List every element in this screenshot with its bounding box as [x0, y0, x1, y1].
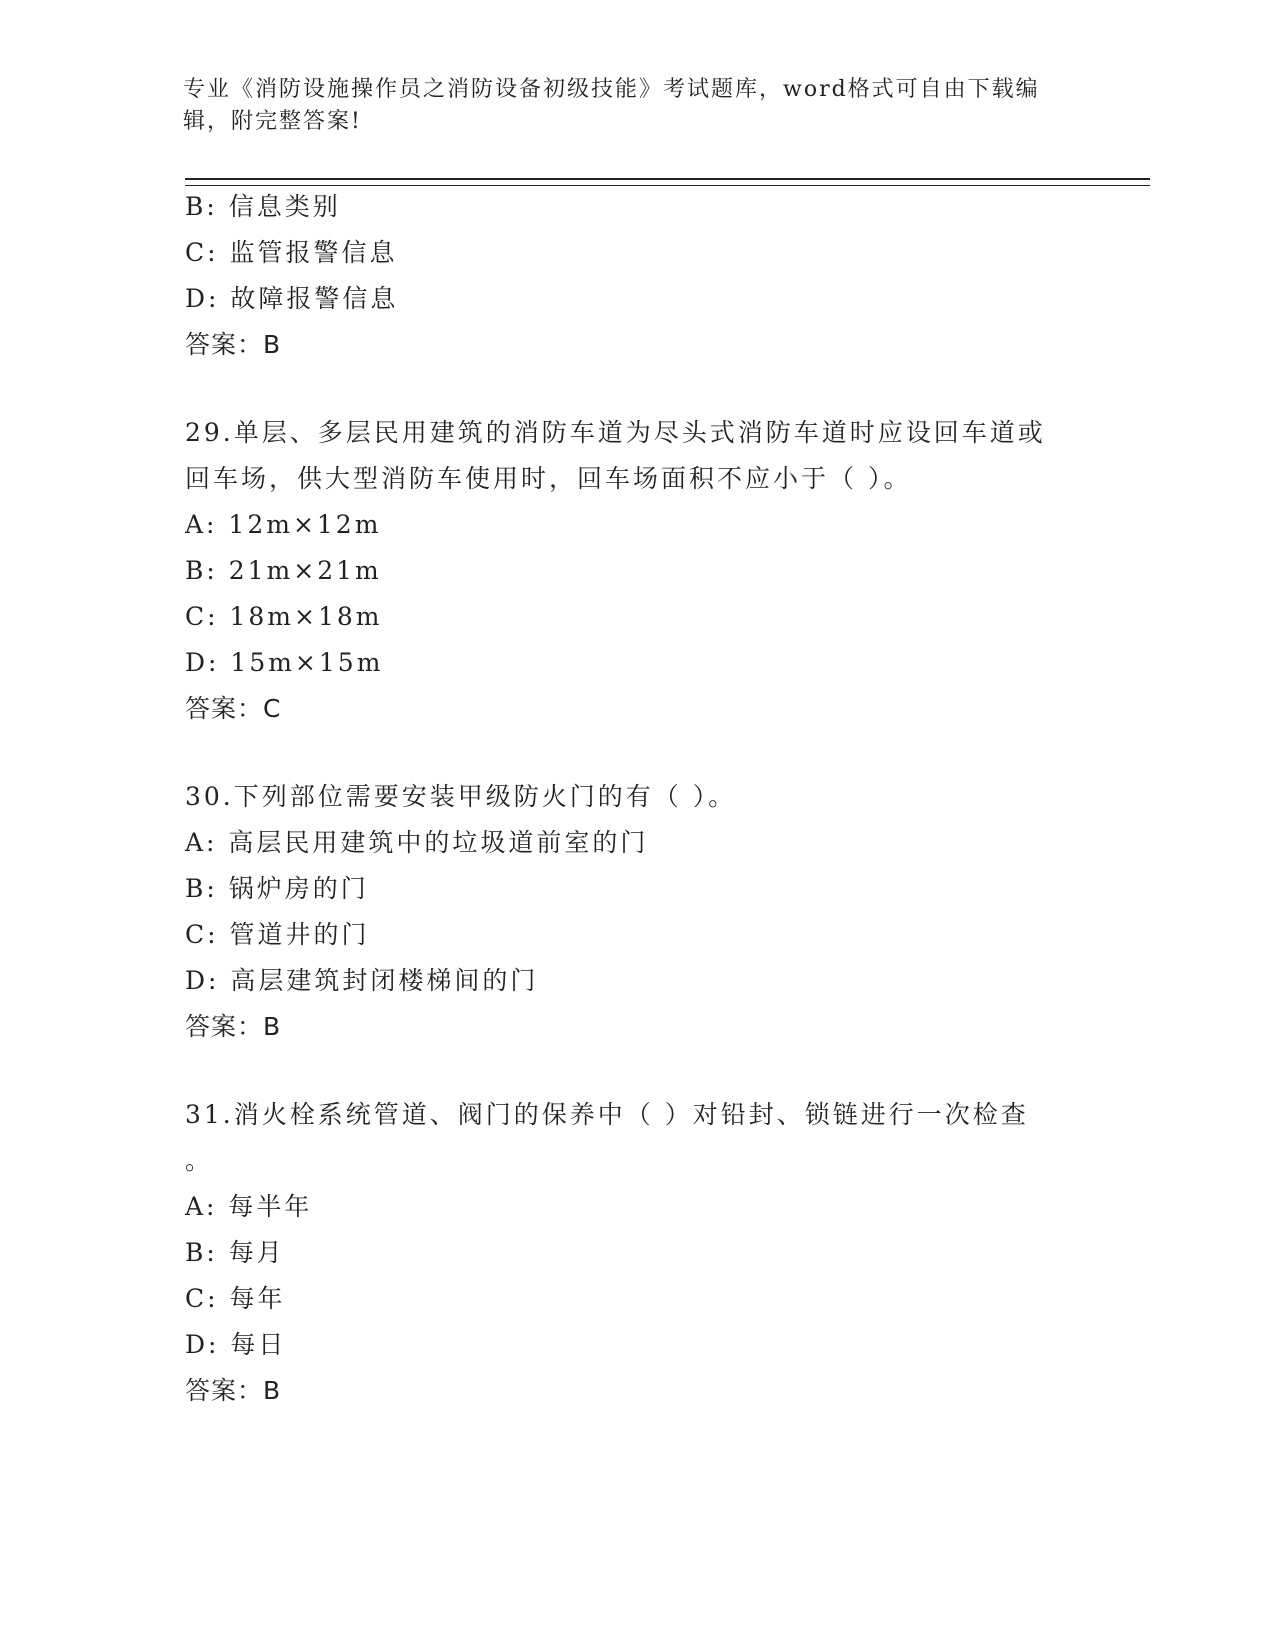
- option-d: D: 每日: [185, 1330, 287, 1359]
- option-d: D: 15m×15m: [185, 648, 384, 677]
- question-28-block: [185, 184, 1085, 368]
- question-line-1: 31.消火栓系统管道、阀门的保养中（ ）对铅封、锁链进行一次检查: [185, 1100, 1029, 1129]
- question-text: [185, 1092, 1085, 1184]
- option-a: A: 每半年: [185, 1192, 313, 1221]
- answer: 答案：B: [185, 1376, 282, 1405]
- option-a: A: 12m×12m: [185, 510, 382, 539]
- question-line-2: 回车场，供大型消防车使用时，回车场面积不应小于（ ）。: [185, 464, 912, 493]
- option-c: C: 管道井的门: [185, 920, 370, 949]
- answer: 答案：B: [185, 330, 282, 359]
- header-line-1: 专业《消防设施操作员之消防设备初级技能》考试题库，word格式可自由下载编: [183, 77, 1040, 102]
- question-line-1: 30.下列部位需要安装甲级防火门的有（ ）。: [185, 782, 737, 811]
- option-a: A: 高层民用建筑中的垃圾道前室的门: [185, 828, 649, 857]
- question-line-2: 。: [185, 1146, 214, 1175]
- option-c: C: 每年: [185, 1284, 286, 1313]
- option-c: C: 18m×18m: [185, 602, 383, 631]
- answer: 答案：B: [185, 1012, 282, 1041]
- document-header: [183, 74, 1083, 138]
- option-d: D: 故障报警信息: [185, 284, 399, 313]
- option-b: B: 21m×21m: [185, 556, 382, 585]
- question-30-block: [185, 774, 1085, 1050]
- option-b: B: 锅炉房的门: [185, 874, 369, 903]
- option-b: B: 每月: [185, 1238, 285, 1267]
- question-list: [185, 184, 1085, 1414]
- option-c: C: 监管报警信息: [185, 238, 398, 267]
- question-text: [185, 774, 1085, 820]
- header-line-2: 辑，附完整答案!: [183, 109, 362, 134]
- question-29-block: [185, 410, 1085, 732]
- question-text: [185, 410, 1085, 502]
- question-31-block: [185, 1092, 1085, 1414]
- question-line-1: 29.单层、多层民用建筑的消防车道为尽头式消防车道时应设回车道或: [185, 418, 1046, 447]
- option-b: B: 信息类别: [185, 192, 341, 221]
- answer: 答案：C: [185, 694, 282, 723]
- option-d: D: 高层建筑封闭楼梯间的门: [185, 966, 539, 995]
